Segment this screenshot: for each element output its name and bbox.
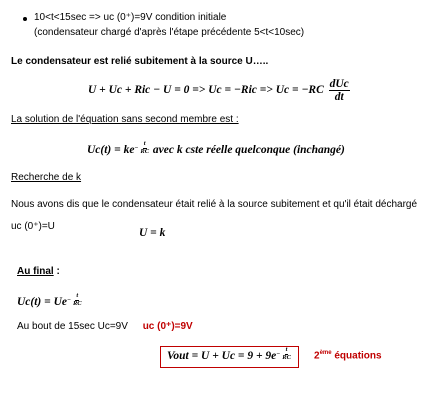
equation-4-lhs: Uc(t) = Ue — [17, 296, 67, 308]
equations-label-word: équations — [331, 350, 382, 362]
bullet-line-2: (condensateur chargé d'après l'étape précédente 5<t<10sec) — [34, 27, 305, 38]
final-heading — [17, 266, 60, 277]
discharged-text: Nous avons dis que le condensateur était relié à la source subitement et qu'il était déchargé — [11, 199, 418, 210]
search-k-heading: Recherche de k — [11, 172, 82, 183]
equation-2-exp-den: RC — [140, 147, 150, 155]
final-label: Au final — [17, 266, 54, 277]
equation-5-exponent — [281, 347, 292, 361]
equation-2 — [87, 140, 345, 158]
equation-5-exp-den: RC — [282, 353, 291, 361]
equations-label-sup: ème — [319, 350, 332, 356]
equation-1-numerator: dUc — [329, 78, 349, 90]
equation-4-exp-num: t — [76, 292, 79, 300]
after-15sec-red: uc (0⁺)=9V — [142, 321, 193, 332]
equation-1-denominator: dt — [334, 91, 344, 104]
equation-2-rhs: avec k cste réelle quelconque (inchangé) — [150, 144, 345, 156]
equation-2-lhs: Uc(t) = ke — [87, 144, 135, 156]
after-15sec-text: Au bout de 15sec Uc=9V — [17, 321, 128, 332]
equation-4-exp-den: RC — [72, 299, 82, 307]
equation-3: U = k — [139, 227, 166, 239]
equation-5-lhs: Vout = U + Uc = 9 + 9e — [167, 350, 277, 362]
equation-1-fraction — [329, 78, 350, 103]
equations-label — [314, 350, 382, 361]
equation-2-exp-num: t — [143, 140, 146, 148]
heading-connected: Le condensateur est relié subitement à la source U….. — [11, 56, 269, 67]
solution-label: La solution de l'équation sans second membre est : — [11, 114, 239, 125]
equation-4-exp-minus: − — [66, 297, 71, 304]
after-15sec — [17, 321, 193, 332]
equation-2-exponent — [139, 141, 150, 155]
uc-initial: uc (0⁺)=U — [11, 221, 55, 232]
final-colon: : — [53, 266, 60, 277]
equation-1-text: U + Uc + Ric − U = 0 => Uc = −Ric => Uc = −RC — [88, 84, 324, 97]
bullet-dot — [23, 17, 27, 21]
equation-4-exponent — [72, 293, 83, 307]
equation-1 — [88, 78, 352, 103]
bullet-line-1: 10<t<15sec => uc (0⁺)=9V condition initiale — [34, 12, 227, 23]
equations-label-num: 2 — [314, 350, 320, 362]
equation-5-exp-num: t — [285, 346, 288, 354]
equation-4 — [17, 292, 83, 310]
equation-2-exp-minus: − — [134, 145, 139, 152]
equation-5-box — [160, 346, 299, 368]
equation-5-exp-minus: − — [276, 351, 281, 358]
